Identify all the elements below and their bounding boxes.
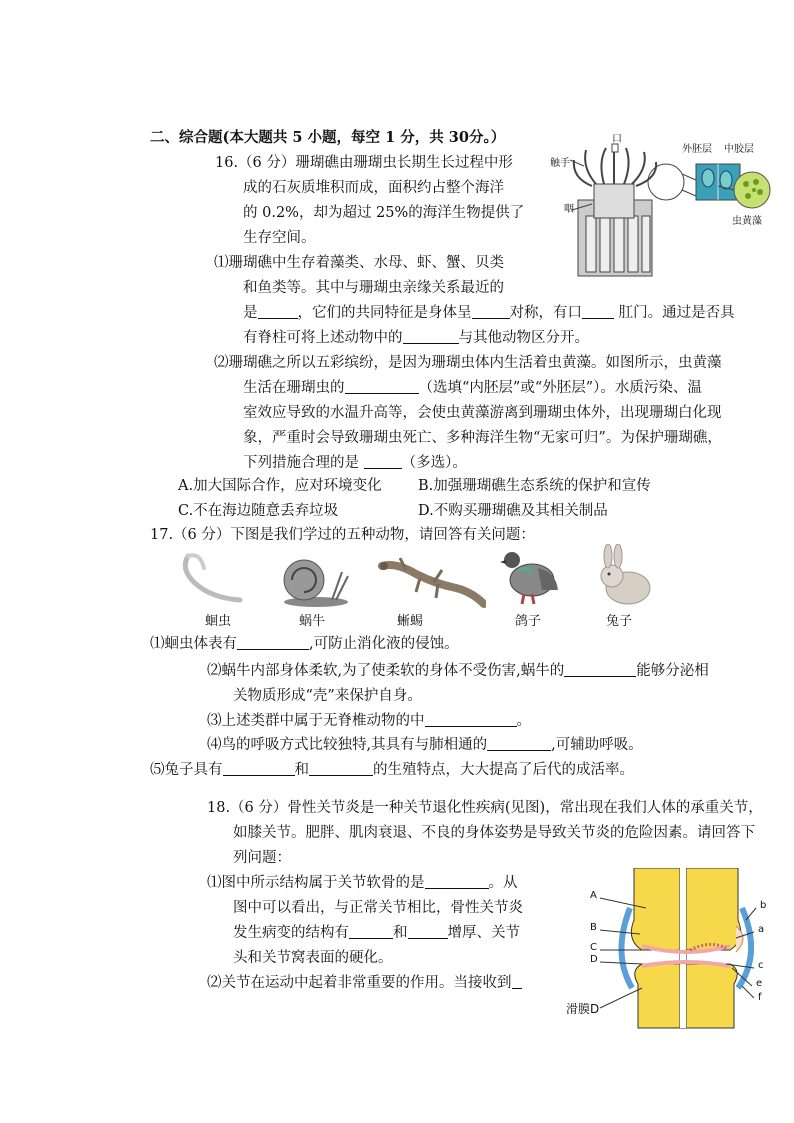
- q17-s2-cont: 关物质形成“壳”来保护自身。: [233, 688, 422, 704]
- q16-p1-line-4: 有脊柱可将上述动物中的 与其他动物区分开。: [243, 330, 589, 346]
- roundworm-image: [178, 548, 250, 608]
- animal-label-lizard: 蜥蜴: [397, 614, 424, 629]
- q18-stem-3: 列问题：: [233, 850, 291, 866]
- q17-s3: ⑶上述类群中属于无脊椎动物的中 。: [207, 713, 531, 729]
- answer-blank[interactable]: [349, 924, 393, 939]
- answer-blank[interactable]: [564, 662, 636, 677]
- q18-p1-line-1: ⑴图中所示结构属于关节软骨的是 。从: [207, 875, 518, 891]
- q18-p2-line-1: ⑵关节在运动中起着非常重要的作用。当接收到: [207, 973, 522, 993]
- answer-blank[interactable]: [487, 736, 551, 751]
- label-tentacle: 触手: [550, 158, 570, 169]
- q16-option-b[interactable]: B.加强珊瑚礁生态系统的保护和宣传: [418, 478, 651, 494]
- answer-blank[interactable]: [472, 304, 510, 319]
- q18-stem-1: 18.（6 分）骨性关节炎是一种关节退化性疾病(见图)，常出现在我们人体的承重关节，: [207, 800, 763, 816]
- knee-label-B: B: [590, 922, 597, 933]
- knee-label-a: a: [758, 924, 765, 935]
- answer-blank[interactable]: [408, 924, 448, 939]
- answer-blank[interactable]: [223, 761, 295, 776]
- label-pharynx: 咽: [564, 204, 574, 215]
- animal-label-snail: 蜗牛: [299, 614, 326, 629]
- coral-polyp-figure: [548, 134, 774, 278]
- q17-s5: ⑸兔子具有 和 的生殖特点，大大提高了后代的成活率。: [150, 762, 634, 778]
- animal-label-pigeon: 鸽子: [515, 614, 542, 629]
- q16-p1-line-1: ⑴珊瑚礁中生存着藻类、水母、虾、蟹、贝类: [214, 255, 504, 271]
- label-algae: 虫黄藻: [732, 216, 762, 227]
- knee-label-c: c: [758, 960, 764, 971]
- lizard-image: [376, 552, 486, 608]
- label-endoderm: 中胶层: [724, 144, 754, 155]
- answer-blank[interactable]: [364, 454, 402, 469]
- q16-p2-line-3: 室效应导致的水温升高等，会使虫黄藻游离到珊瑚虫体外，出现珊瑚白化现: [243, 405, 722, 421]
- answer-blank[interactable]: [425, 712, 517, 727]
- q16-p2-line-5: 下列措施合理的是 （多选）。: [243, 455, 467, 471]
- q17-stem: 17.（6 分）下图是我们学过的五种动物，请回答有关问题：: [150, 527, 535, 543]
- knee-label-A: A: [590, 890, 597, 901]
- q18-p1-line-3: 发生病变的结构有 和 增厚、关节: [233, 925, 520, 941]
- answer-blank[interactable]: [403, 329, 459, 344]
- answer-blank[interactable]: [309, 761, 373, 776]
- answer-blank[interactable]: [258, 304, 298, 319]
- q16-stem-line-4: 生存空间。: [243, 230, 316, 246]
- q18-p1-line-4: 头和关节窝表面的硬化。: [233, 950, 393, 966]
- answer-blank[interactable]: [345, 379, 419, 394]
- q16-p2-line-4: 象，严重时会导致珊瑚虫死亡、多种海洋生物“无家可归”。为保护珊瑚礁，: [243, 430, 722, 446]
- rabbit-image: [592, 544, 656, 608]
- label-ectoderm: 外胚层: [682, 144, 712, 155]
- knee-label-f: f: [758, 992, 762, 1003]
- q16-stem-line-3: 的 0.2%，却为超过 25%的海洋生物提供了: [243, 205, 525, 221]
- q16-p2-line-1: ⑵珊瑚礁之所以五彩缤纷，是因为珊瑚虫体内生活着虫黄藻。如图所示，虫黄藻: [214, 355, 722, 371]
- knee-joint-figure: [586, 868, 776, 1030]
- q16-option-c[interactable]: C.不在海边随意丢弃垃圾: [178, 503, 339, 519]
- q16-option-d[interactable]: D.不购买珊瑚礁及其相关制品: [418, 503, 608, 519]
- q17-s1: ⑴蛔虫体表有 ,可防止消化液的侵蚀。: [150, 636, 459, 652]
- label-mouth: 口: [612, 134, 622, 145]
- answer-blank[interactable]: [582, 304, 614, 319]
- q16-p1-line-3: 是 ，它们的共同特征是身体呈 对称，有口 肛门。通过是否具: [243, 305, 735, 321]
- pigeon-image: [498, 546, 562, 608]
- q16-stem-line-2: 成的石灰质堆积而成，面积约占整个海洋: [243, 180, 504, 196]
- q18-p1-line-2: 图中可以看出，与正常关节相比，骨性关节炎: [233, 900, 523, 916]
- answer-blank[interactable]: [237, 635, 309, 650]
- knee-label-C: C: [590, 942, 597, 953]
- q18-stem-2: 如膝关节。肥胖、肌肉衰退、不良的身体姿势是导致关节炎的危险因素。请回答下: [233, 825, 755, 841]
- animal-label-rabbit: 兔子: [606, 614, 633, 629]
- q17-s4: ⑷鸟的呼吸方式比较独特,其具有与肺相通的 ,可辅助呼吸。: [207, 737, 643, 753]
- q16-p2-line-2: 生活在珊瑚虫的 （选填“内胚层”或“外胚层”）。水质污染、温: [243, 380, 702, 396]
- answer-blank[interactable]: [425, 874, 489, 889]
- knee-label-b: b: [760, 900, 767, 911]
- animal-label-roundworm: 蛔虫: [205, 614, 232, 629]
- knee-label-e: e: [756, 978, 763, 989]
- q17-s2: ⑵蜗牛内部身体柔软,为了使柔软的身体不受伤害,蜗牛的 能够分泌相: [207, 663, 709, 679]
- knee-label-synovium: 滑膜D: [566, 1002, 600, 1016]
- q16-stem-line-1: 16.（6 分）珊瑚礁由珊瑚虫长期生长过程中形: [215, 155, 513, 171]
- snail-image: [276, 552, 352, 608]
- q16-p1-line-2: 和鱼类等。其中与珊瑚虫亲缘关系最近的: [243, 280, 504, 296]
- section-title: 二、综合题(本大题共 5 小题，每空 1 分，共 30分。）: [150, 129, 506, 146]
- knee-label-D: D: [590, 954, 598, 965]
- answer-blank[interactable]: [512, 974, 522, 989]
- q16-option-a[interactable]: A.加大国际合作，应对环境变化: [178, 478, 382, 494]
